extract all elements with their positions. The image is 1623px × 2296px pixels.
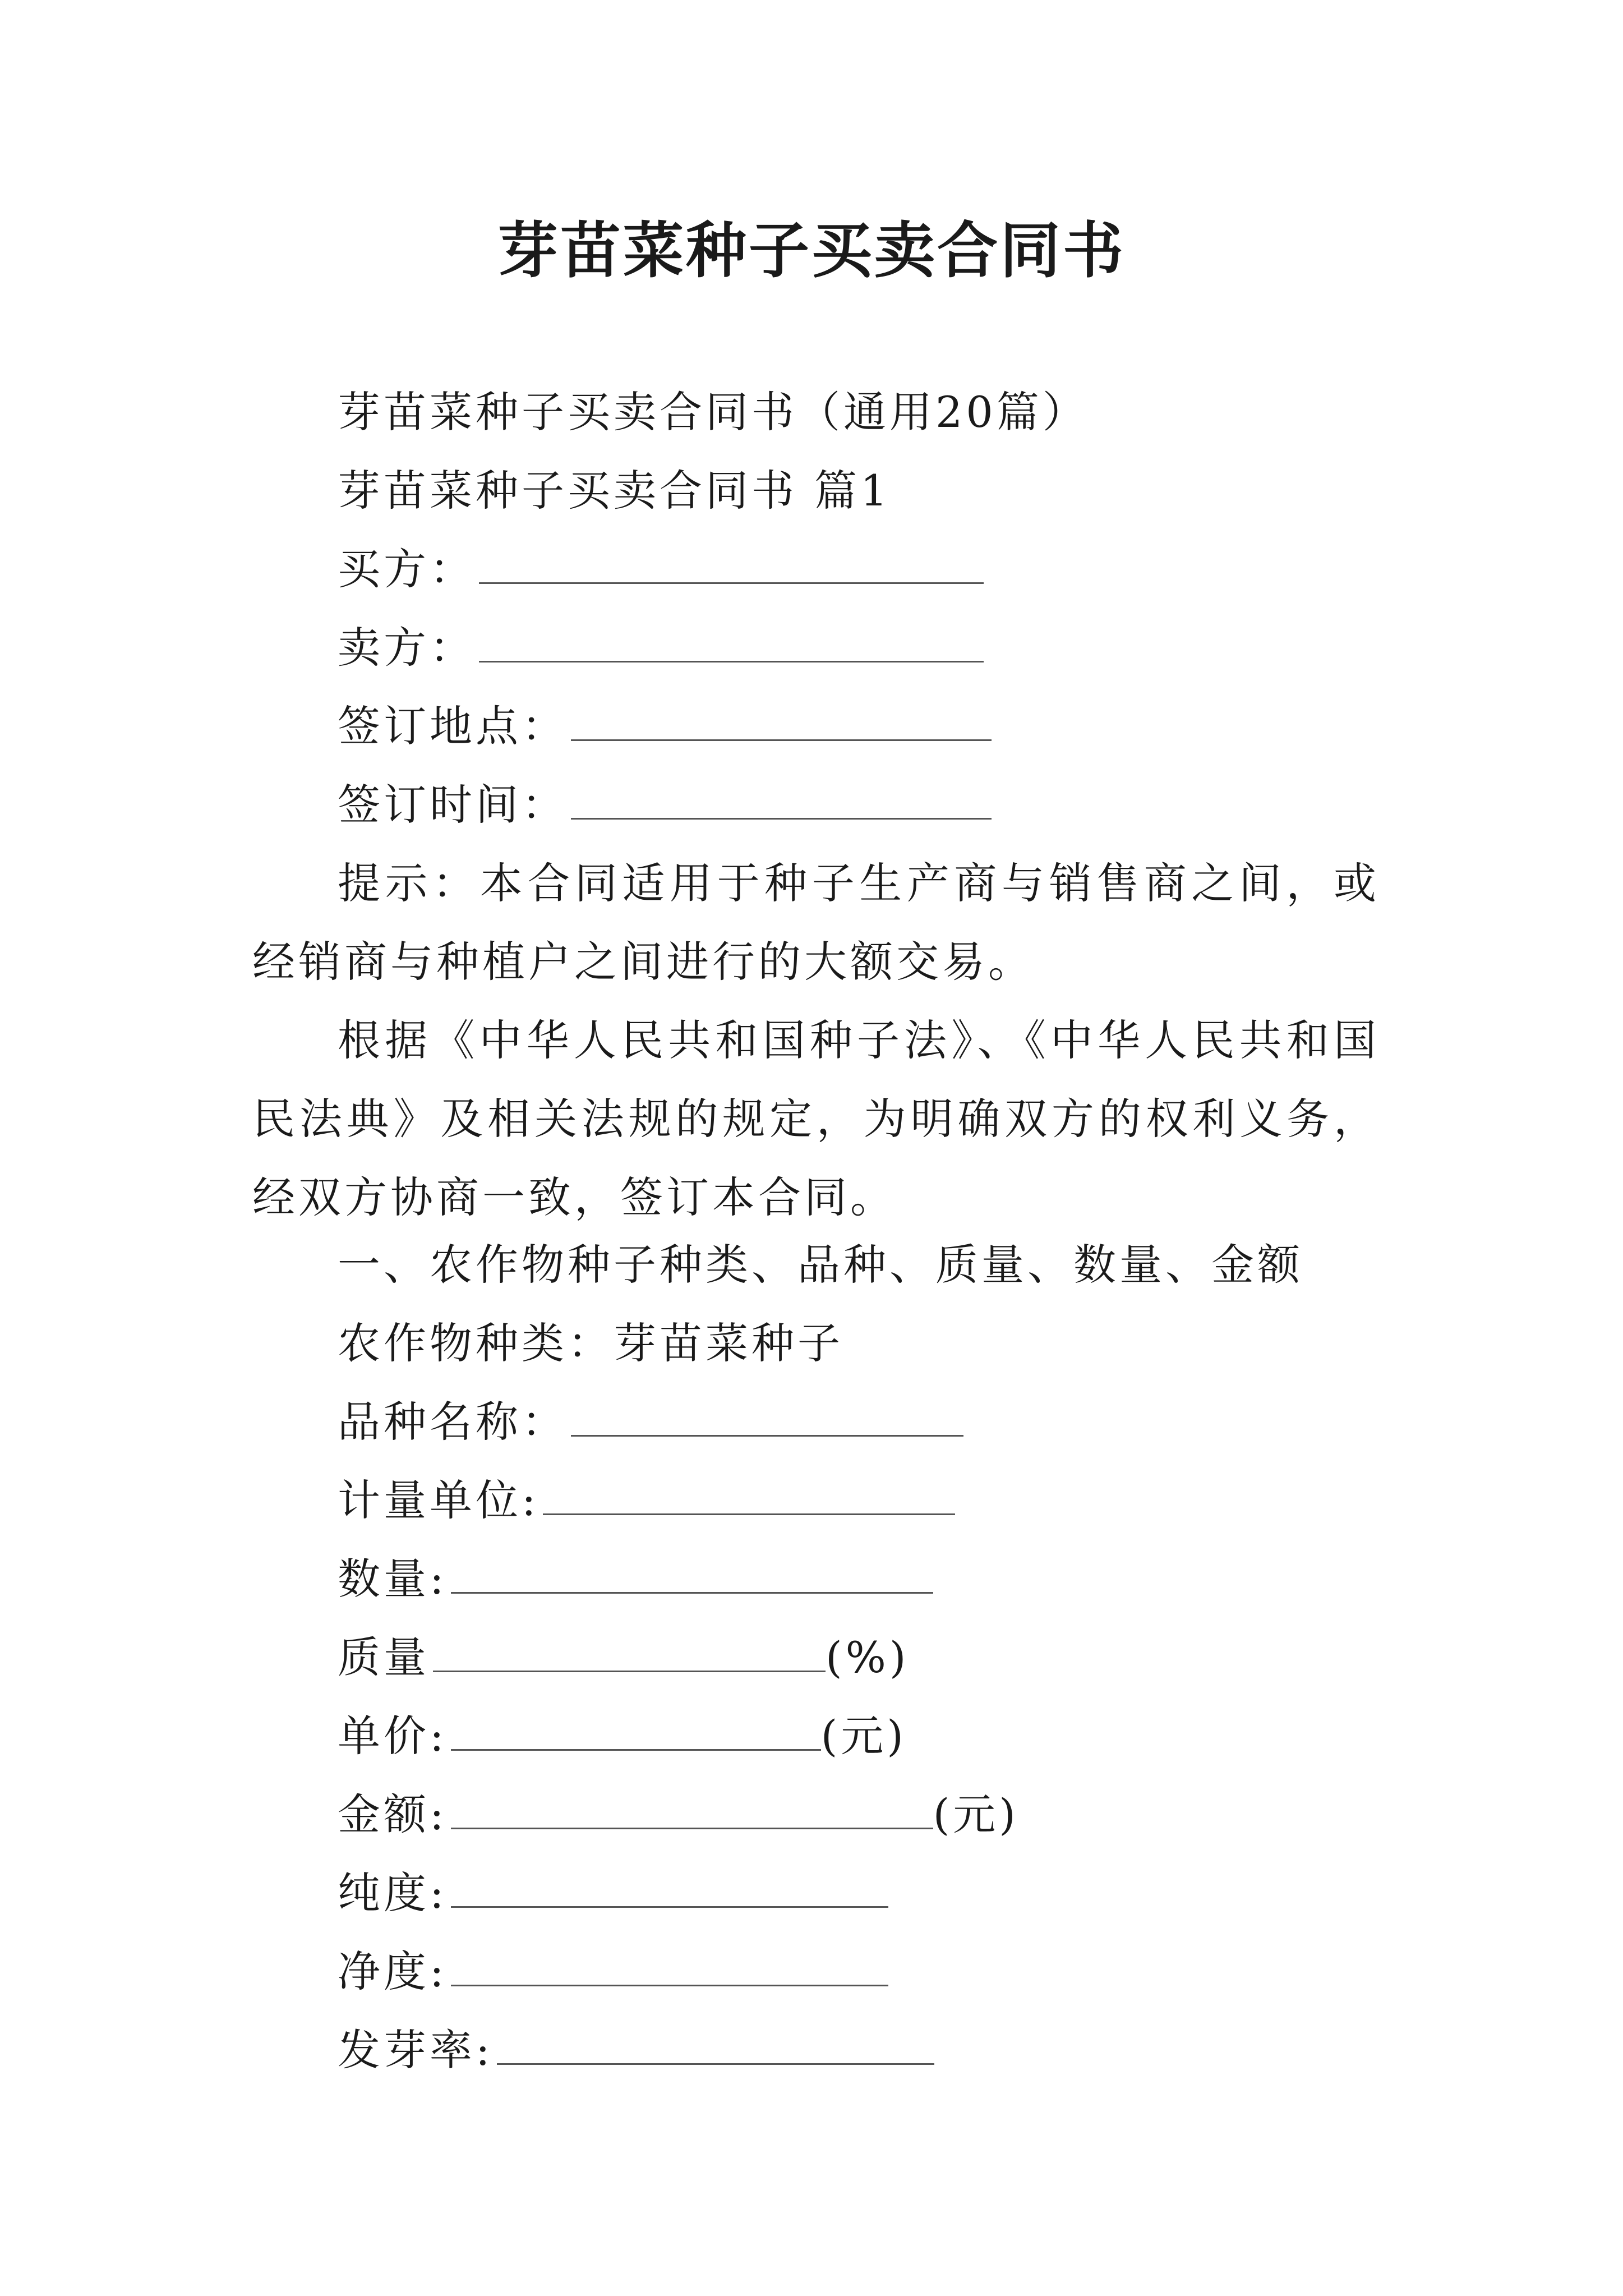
seller-label: 卖方： (338, 623, 476, 673)
quantity-field (338, 1551, 933, 1607)
signing-place-field (338, 698, 992, 754)
germination-rate-field (338, 2022, 934, 2078)
amount-label: 金额: (338, 1789, 448, 1839)
quality-label: 质量 (338, 1632, 430, 1682)
signing-time-field (338, 777, 992, 833)
buyer-blank[interactable] (479, 542, 984, 584)
signing-time-label: 签订时间： (338, 780, 568, 830)
quantity-label: 数量: (338, 1554, 448, 1604)
quality-blank[interactable] (433, 1630, 826, 1672)
document-subtitle: 芽苗菜种子买卖合同书（通用20篇） (338, 387, 1089, 437)
purity-blank[interactable] (451, 1866, 888, 1908)
signing-place-label: 签订地点： (338, 701, 568, 751)
quantity-blank[interactable] (451, 1552, 933, 1594)
crop-type: 农作物种类：芽苗菜种子 (338, 1318, 843, 1368)
signing-place-blank[interactable] (571, 699, 992, 741)
amount-blank[interactable] (451, 1787, 933, 1829)
germination-rate-blank[interactable] (497, 2023, 934, 2065)
cleanliness-blank[interactable] (451, 1944, 888, 1986)
clause-1-heading: 一、农作物种子种类、品种、质量、数量、金额 (338, 1240, 1303, 1290)
variety-name-field (338, 1394, 963, 1450)
buyer-field (338, 541, 984, 597)
quality-suffix: (%) (826, 1632, 910, 1682)
document-title: 芽苗菜种子买卖合同书 (497, 215, 1126, 286)
purity-label: 纯度: (338, 1868, 448, 1918)
amount-suffix: (元) (933, 1789, 1019, 1839)
tip-paragraph: 提示：本合同适用于种子生产商与销售商之间，或经销商与种植户之间进行的大额交易。 (252, 858, 1380, 987)
buyer-label: 买方： (338, 544, 476, 594)
seller-field (338, 620, 984, 676)
purity-field (338, 1865, 888, 1921)
cleanliness-field (338, 1944, 888, 2000)
unit-price-field (338, 1708, 907, 1764)
unit-price-blank[interactable] (451, 1709, 821, 1751)
quality-field (338, 1630, 910, 1686)
unit-price-label: 单价: (338, 1711, 448, 1761)
section-heading: 芽苗菜种子买卖合同书 篇1 (338, 466, 891, 516)
germination-rate-label: 发芽率: (338, 2025, 494, 2075)
unit-blank[interactable] (543, 1473, 955, 1515)
variety-name-blank[interactable] (571, 1395, 963, 1437)
signing-time-blank[interactable] (571, 777, 992, 820)
unit-field (338, 1473, 955, 1529)
variety-name-label: 品种名称： (338, 1397, 568, 1447)
unit-label: 计量单位: (338, 1475, 540, 1525)
intro-paragraph: 根据《中华人民共和国种子法》、《中华人民共和国民法典》及相关法规的规定，为明确双方的权利义务，经双方协商一致，签订本合同。 (252, 1015, 1380, 1222)
unit-price-suffix: (元) (820, 1711, 907, 1761)
seller-blank[interactable] (479, 620, 984, 662)
amount-field (338, 1787, 1019, 1843)
cleanliness-label: 净度: (338, 1947, 448, 1996)
